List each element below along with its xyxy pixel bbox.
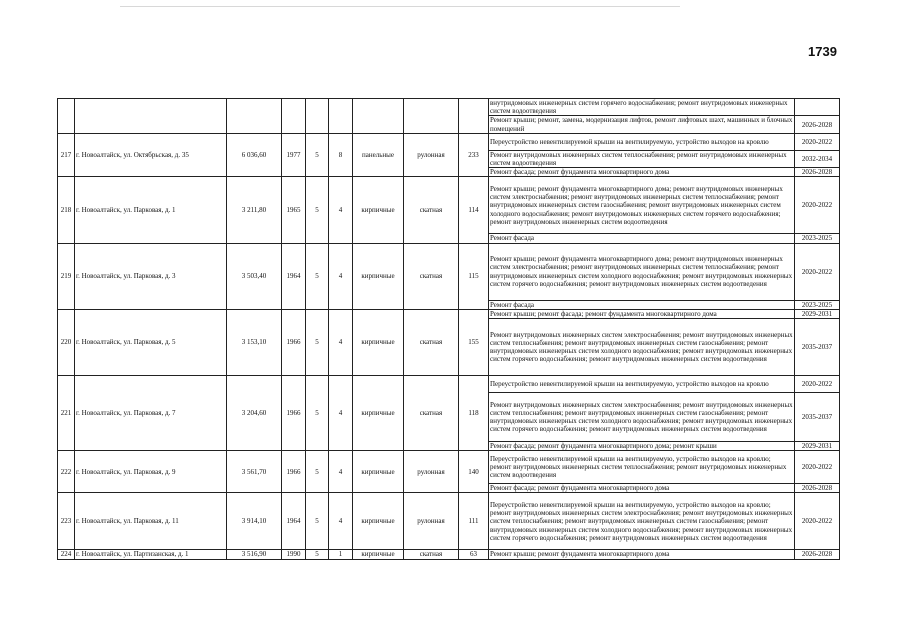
area-cell: 3 211,80 xyxy=(227,177,282,243)
entrances-cell: 4 xyxy=(329,493,353,550)
work-description-cell: Ремонт фасада xyxy=(489,300,795,309)
year-cell: 1966 xyxy=(282,309,306,375)
work-description-cell: Ремонт фасада; ремонт фундамента многоквартирного дома; ремонт крыши xyxy=(489,442,795,451)
work-description-cell: Ремонт крыши; ремонт, замена, модернизация лифтов, ремонт лифтовых шахт, машинных и блочных помещений xyxy=(489,116,795,133)
wall-material-cell: кирпичные xyxy=(353,376,404,451)
address-cell: г. Новоалтайск, ул. Октябрьская, д. 35 xyxy=(75,133,227,177)
roof-type-cell: скатная xyxy=(404,550,459,559)
work-period-cell: 2029-2031 xyxy=(795,442,840,451)
work-period-cell: 2023-2025 xyxy=(795,234,840,243)
row-number: 217 xyxy=(58,133,75,177)
entrances-cell: 4 xyxy=(329,376,353,451)
floors-cell: 5 xyxy=(306,550,329,559)
area-cell: 6 036,60 xyxy=(227,133,282,177)
row-number: 220 xyxy=(58,309,75,375)
wall-material-cell xyxy=(353,99,404,134)
work-description-cell: Ремонт крыши; ремонт фундамента многоквартирного дома; ремонт внутридомовых инженерных систем электроснабжения; ремонт внутридомовых инженерных систем теплоснабжения; ремонт внутридомовых инженерных систем газоснабжения; ремонт внутридомовых инженерных систем холодного водоснабжения; ремонт внутридомовых инженерных систем горячего водоснабжения; ремонт внутридомовых инженерных систем водоотведения xyxy=(489,177,795,234)
work-description-cell: Ремонт крыши; ремонт фундамента многоквартирного дома xyxy=(489,550,795,559)
wall-material-cell: кирпичные xyxy=(353,243,404,309)
entrances-cell: 4 xyxy=(329,243,353,309)
page-number: 1739 xyxy=(808,44,837,59)
work-period-cell: 2020-2022 xyxy=(795,133,840,150)
row-number: 223 xyxy=(58,493,75,550)
work-period-cell: 2020-2022 xyxy=(795,493,840,550)
entrances-cell: 4 xyxy=(329,309,353,375)
work-period-cell: 2023-2025 xyxy=(795,300,840,309)
work-period-cell: 2032-2034 xyxy=(795,150,840,167)
work-description-cell: Ремонт крыши; ремонт фундамента многоквартирного дома; ремонт внутридомовых инженерных систем электроснабжения; ремонт внутридомовых инженерных систем теплоснабжения; ремонт внутридомовых инженерных систем холодного водоснабжения; ремонт внутридомовых инженерных систем горячего водоснабжения; ремонт внутридомовых инженерных систем водоотведения xyxy=(489,243,795,300)
wall-material-cell: кирпичные xyxy=(353,309,404,375)
roof-type-cell: скатная xyxy=(404,177,459,243)
year-cell: 1966 xyxy=(282,376,306,451)
work-description-cell: Переустройство невентилируемой крыши на вентилируемую, устройство выходов на кровлю; ремонт внутридомовых инженерных систем электроснабжения; ремонт внутридомовых инженерных систем теплоснабжения; ремонт внутридомовых инженерных систем газоснабжения; ремонт внутридомовых инженерных систем холодного водоснабжения; ремонт внутридомовых инженерных систем горячего водоснабжения; ремонт внутридомовых инженерных систем водоотведения xyxy=(489,493,795,550)
roof-type-cell: рулонная xyxy=(404,451,459,493)
work-description-cell: Переустройство невентилируемой крыши на вентилируемую, устройство выходов на кровлю xyxy=(489,133,795,150)
work-description-cell: Ремонт фасада; ремонт фундамента многоквартирного дома xyxy=(489,484,795,493)
residents-cell: 114 xyxy=(459,177,489,243)
floors-cell: 5 xyxy=(306,177,329,243)
work-period-cell: 2020-2022 xyxy=(795,243,840,300)
row-number: 219 xyxy=(58,243,75,309)
wall-material-cell: кирпичные xyxy=(353,177,404,243)
roof-type-cell: скатная xyxy=(404,243,459,309)
work-period-cell: 2026-2028 xyxy=(795,550,840,559)
row-number xyxy=(58,99,75,134)
floors-cell: 5 xyxy=(306,243,329,309)
wall-material-cell: кирпичные xyxy=(353,550,404,559)
work-description-cell: Ремонт фасада xyxy=(489,234,795,243)
address-cell: г. Новоалтайск, ул. Партизанская, д. 1 xyxy=(75,550,227,559)
year-cell: 1977 xyxy=(282,133,306,177)
work-period-cell: 2020-2022 xyxy=(795,451,840,484)
table-row xyxy=(58,550,840,559)
wall-material-cell: кирпичные xyxy=(353,451,404,493)
work-period-cell xyxy=(795,99,840,116)
floors-cell: 5 xyxy=(306,451,329,493)
work-description-cell: Ремонт внутридомовых инженерных систем теплоснабжения; ремонт внутридомовых инженерных систем водоотведения xyxy=(489,150,795,167)
work-description-cell: Переустройство невентилируемой крыши на вентилируемую, устройство выходов на кровлю xyxy=(489,376,795,393)
table-row xyxy=(58,376,840,393)
residents-cell: 140 xyxy=(459,451,489,493)
roof-type-cell: рулонная xyxy=(404,493,459,550)
address-cell: г. Новоалтайск, ул. Парковая, д. 3 xyxy=(75,243,227,309)
address-cell: г. Новоалтайск, ул. Парковая, д. 1 xyxy=(75,177,227,243)
table-row xyxy=(58,99,840,116)
address-cell: г. Новоалтайск, ул. Парковая, д. 9 xyxy=(75,451,227,493)
floors-cell xyxy=(306,99,329,134)
table-row xyxy=(58,451,840,484)
residents-cell: 115 xyxy=(459,243,489,309)
floors-cell: 5 xyxy=(306,309,329,375)
area-cell: 3 204,60 xyxy=(227,376,282,451)
row-number: 221 xyxy=(58,376,75,451)
roof-type-cell xyxy=(404,99,459,134)
floors-cell: 5 xyxy=(306,493,329,550)
entrances-cell xyxy=(329,99,353,134)
scan-artifact-line xyxy=(120,6,680,7)
work-period-cell: 2035-2037 xyxy=(795,393,840,442)
address-cell: г. Новоалтайск, ул. Парковая, д. 5 xyxy=(75,309,227,375)
area-cell: 3 561,70 xyxy=(227,451,282,493)
residents-cell: 118 xyxy=(459,376,489,451)
row-number: 218 xyxy=(58,177,75,243)
roof-type-cell: скатная xyxy=(404,376,459,451)
entrances-cell: 4 xyxy=(329,177,353,243)
entrances-cell: 8 xyxy=(329,133,353,177)
residents-cell: 63 xyxy=(459,550,489,559)
residents-cell: 111 xyxy=(459,493,489,550)
area-cell: 3 914,10 xyxy=(227,493,282,550)
table-row xyxy=(58,177,840,234)
table-row xyxy=(58,493,840,550)
address-cell: г. Новоалтайск, ул. Парковая, д. 11 xyxy=(75,493,227,550)
work-period-cell: 2035-2037 xyxy=(795,319,840,376)
work-description-cell: Ремонт внутридомовых инженерных систем электроснабжения; ремонт внутридомовых инженерных систем теплоснабжения; ремонт внутридомовых инженерных систем газоснабжения; ремонт внутридомовых инженерных систем холодного водоснабжения; ремонт внутридомовых инженерных систем горячего водоснабжения; ремонт внутридомовых инженерных систем водоотведения xyxy=(489,393,795,442)
residents-cell xyxy=(459,99,489,134)
residents-cell: 155 xyxy=(459,309,489,375)
year-cell: 1964 xyxy=(282,493,306,550)
area-cell: 3 503,40 xyxy=(227,243,282,309)
year-cell: 1965 xyxy=(282,177,306,243)
row-number: 222 xyxy=(58,451,75,493)
address-cell xyxy=(75,99,227,134)
table-row xyxy=(58,133,840,150)
wall-material-cell: панельные xyxy=(353,133,404,177)
area-cell: 3 153,10 xyxy=(227,309,282,375)
work-period-cell: 2029-2031 xyxy=(795,309,840,318)
address-cell: г. Новоалтайск, ул. Парковая, д. 7 xyxy=(75,376,227,451)
year-cell: 1990 xyxy=(282,550,306,559)
wall-material-cell: кирпичные xyxy=(353,493,404,550)
table-row xyxy=(58,243,840,300)
work-description-cell: Переустройство невентилируемой крыши на вентилируемую, устройство выходов на кровлю; ремонт внутридомовых инженерных систем теплоснабжения; ремонт внутридомовых инженерных систем водоотведения xyxy=(489,451,795,484)
year-cell: 1966 xyxy=(282,451,306,493)
work-description-cell: внутридомовых инженерных систем горячего водоснабжения; ремонт внутридомовых инженерных систем водоотведения xyxy=(489,99,795,116)
year-cell: 1964 xyxy=(282,243,306,309)
work-description-cell: Ремонт крыши; ремонт фасада; ремонт фундамента многоквартирного дома xyxy=(489,309,795,318)
work-period-cell: 2020-2022 xyxy=(795,376,840,393)
work-period-cell: 2026-2028 xyxy=(795,116,840,133)
work-period-cell: 2020-2022 xyxy=(795,177,840,234)
floors-cell: 5 xyxy=(306,133,329,177)
entrances-cell: 4 xyxy=(329,451,353,493)
area-cell xyxy=(227,99,282,134)
repair-schedule-table xyxy=(57,98,840,560)
work-period-cell: 2026-2028 xyxy=(795,168,840,177)
floors-cell: 5 xyxy=(306,376,329,451)
work-description-cell: Ремонт фасада; ремонт фундамента многоквартирного дома xyxy=(489,168,795,177)
entrances-cell: 1 xyxy=(329,550,353,559)
work-description-cell: Ремонт внутридомовых инженерных систем электроснабжения; ремонт внутридомовых инженерных систем теплоснабжения; ремонт внутридомовых инженерных систем газоснабжения; ремонт внутридомовых инженерных систем холодного водоснабжения; ремонт внутридомовых инженерных систем горячего водоснабжения; ремонт внутридомовых инженерных систем водоотведения xyxy=(489,319,795,376)
residents-cell: 233 xyxy=(459,133,489,177)
table-row xyxy=(58,309,840,318)
area-cell: 3 516,90 xyxy=(227,550,282,559)
year-cell xyxy=(282,99,306,134)
roof-type-cell: скатная xyxy=(404,309,459,375)
row-number: 224 xyxy=(58,550,75,559)
roof-type-cell: рулонная xyxy=(404,133,459,177)
work-period-cell: 2026-2028 xyxy=(795,484,840,493)
